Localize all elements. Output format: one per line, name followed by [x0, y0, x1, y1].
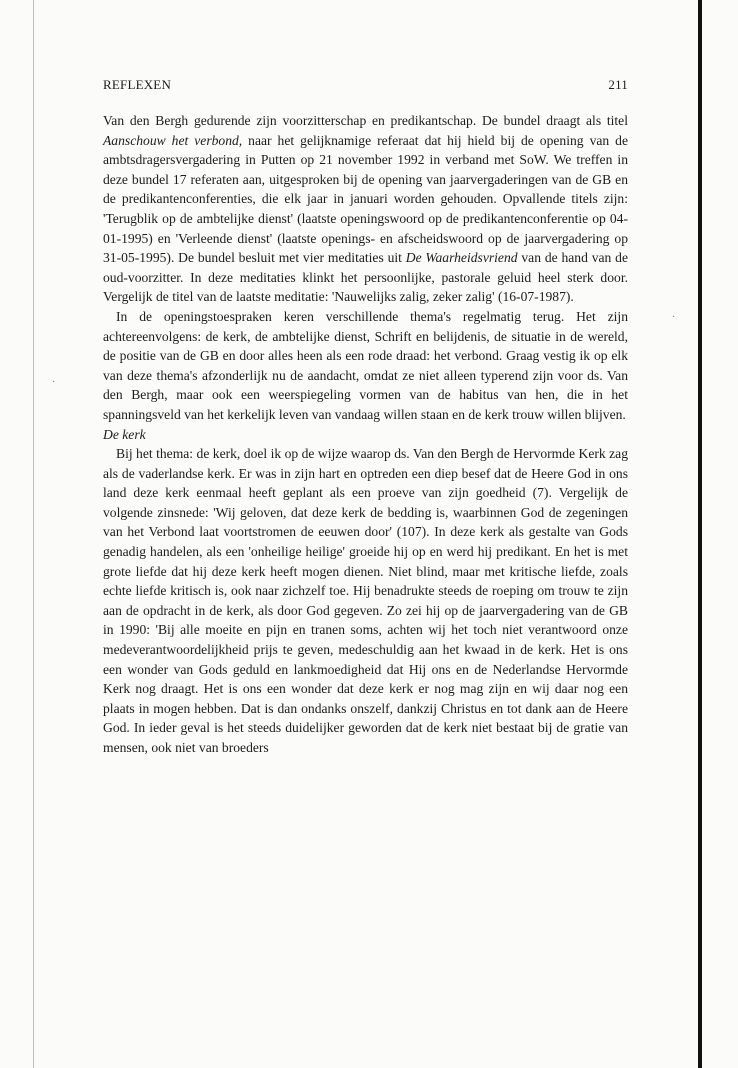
scan-speck: · [52, 377, 56, 388]
page-number: 211 [608, 77, 628, 92]
section-heading: De kerk [103, 426, 146, 442]
paragraph: In de openingstoespraken keren verschillende thema's regelmatig terug. Het zijn achtereenvolgens: de kerk, de ambtelijke dienst, Schrift en belijdenis, de situatie in de wereld, de positie van de GB en door alles heen als een rode draad: het verbond. Graag vestig ik op elk van deze thema's afzonderlijk nu de aandacht, omdat ze niet alleen typerend zijn voor ds. Van den Bergh, maar ook een weerspiegeling vormen van de habitus van hen, die in het spanningsveld van het kerkelijk leven van vandaag willen staan en de kerk trouw willen blijven. [103, 308, 628, 422]
paragraph: Van den Bergh gedurende zijn voorzitterschap en predikantschap. De bundel draagt als titel Aanschouw het verbond, naar het gelijknamige referaat dat hij hield bij de opening van de ambtsdragersvergadering in Putten op 21 november 1992 in verband met SoW. We treffen in deze bundel 17 referaten aan, uitgesproken bij de opening van jaarvergaderingen van de GB en de predikantenconferenties, die elk jaar in januari worden gehouden. Opvallende titels zijn: 'Terugblik op de ambtelijke dienst' (laatste openingswoord op de predikantenconferentie op 04-01-1995) en 'Verleende dienst' (laatste openings- en afscheidswoord op de jaarvergadering op 31-05-1995). De bundel besluit met vier meditaties uit De Waarheidsvriend van de hand van de oud-voorzitter. In deze meditaties klinkt het persoonlijke, pastorale geluid heel sterk door. Vergelijk de titel van de laatste meditatie: 'Nauwelijks zalig, zeker zalig' (16-07-1987). [103, 113, 629, 305]
periodical-title: De Waarheidsvriend [405, 250, 518, 266]
paragraph: Bij het thema: de kerk, doel ik op de wijze waarop ds. Van den Bergh de Hervormde Kerk zag als de vaderlandse kerk. Er was in zijn hart en optreden een diep besef dat de Heere God in ons land deze kerk eenmaal heeft geplant als een proeve van zijn goedheid (7). Vergelijk de volgende zinsnede: 'Wij geloven, dat deze kerk de bedding is, waarbinnen God de zegeningen van het Verbond laat voortstromen de eeuwen door' (107). In deze kerk als gestalte van Gods genadig handelen, als een 'onheilige heilige' groeide hij op en werd hij predikant. En het is met grote liefde dat hij deze kerk heeft mogen dienen. Niet blind, maar met kritische liefde, zoals echte liefde kritisch is, ook naar zichzelf toe. Hij benadrukte steeds de roeping om trouw te zijn aan de opdracht in de kerk, als door God gegeven. Zo zei hij op de jaarvergadering van de GB in 1990: 'Bij alle moeite en pijn en tranen soms, achten wij het toch niet verantwoord onze medeverantwoordelijkheid prijs te geven, medeschuldig aan het kwaad in de kerk. Het is ons een wonder van Gods geduld en lankmoedigheid dat Hij ons en de Nederlandse Hervormde Kerk nog draagt. Het is ons een wonder dat deze kerk er nog mag zijn en wij daar nog een plaats in mogen hebben. Dat is dan ondanks onszelf, dankzij Christus en tot dank aan de Heere God. In ieder geval is het steeds duidelijker geworden dat de kerk niet bestaat bij de gratie van mensen, ook niet van broeders [103, 446, 628, 755]
book-title: Aanschouw het verbond, [103, 132, 243, 148]
page-right-edge [698, 0, 702, 1068]
scan-speck: · [672, 312, 676, 323]
page-left-edge [33, 0, 34, 1068]
running-head [103, 77, 628, 93]
body-text [103, 111, 628, 758]
running-title: REFLEXEN [103, 77, 172, 92]
